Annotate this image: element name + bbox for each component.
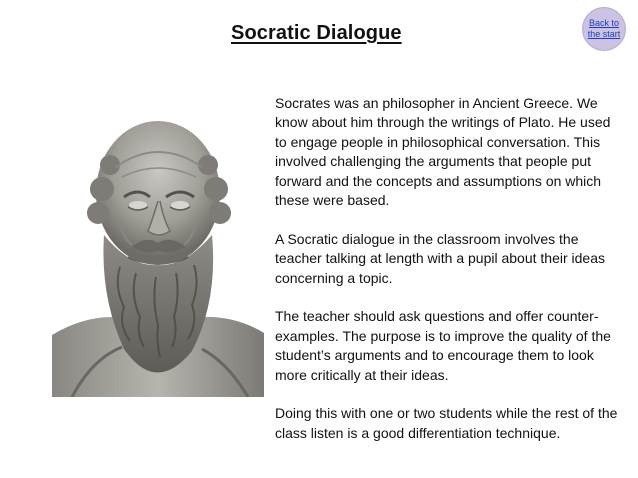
socrates-bust-image: [52, 97, 264, 397]
slide-title: Socratic Dialogue: [231, 22, 402, 44]
back-button-label: [586, 18, 622, 40]
paragraph-3: The teacher should ask questions and offer counter-examples. The purpose is to improve the quality of the student’s arguments and to encourage them to look more critically at their ideas.: [275, 308, 611, 383]
paragraph-2: A Socratic dialogue in the classroom involves the teacher talking at length with a pupil about their ideas concerning a topic.: [275, 230, 605, 286]
back-to-start-button[interactable]: [582, 7, 626, 51]
back-button-line-1: Back to: [588, 18, 619, 28]
paragraph-4: Doing this with one or two students while the rest of the class listen is a good differentiation technique.: [275, 405, 618, 441]
back-button-line-2: the start: [587, 29, 621, 39]
paragraph-1: Socrates was an philosopher in Ancient Greece. We know about him through the writings of Plato. He used to engage people in philosophical conversation. This involved challenging the arguments that people put forward and the concepts and assumptions on which these were based.: [275, 95, 611, 209]
body-text: [275, 94, 620, 443]
